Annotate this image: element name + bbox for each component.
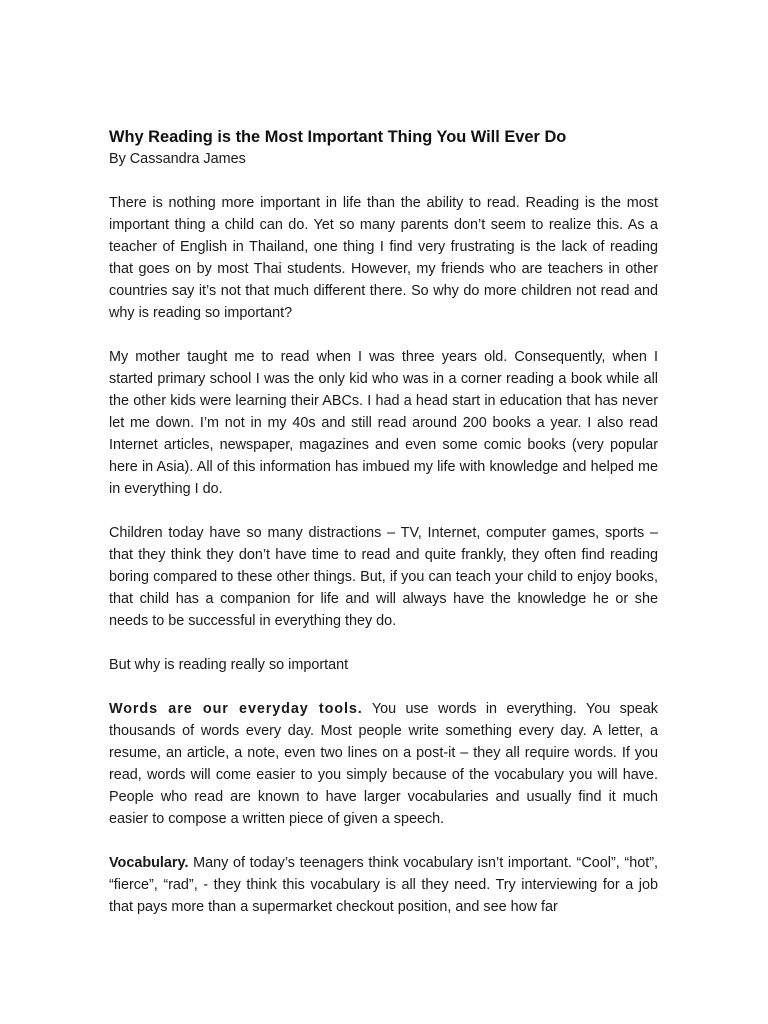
section-lead: Vocabulary.	[109, 855, 189, 871]
section-words	[109, 698, 658, 830]
section-body: Many of today’s teenagers think vocabulary isn’t important. “Cool”, “hot”, “fierce”, “rad”, - they think this vocabulary is all they need. Try interviewing for a job that pays more than a supermarket checkout position, and see how far	[109, 855, 658, 915]
section-lead: Words are our everyday tools.	[109, 701, 363, 717]
section-intro: But why is reading really so important	[109, 657, 349, 673]
section-body: You use words in everything. You speak thousands of words every day. Most people write something every day. A letter, a resume, an article, a note, even two lines on a post-it – they all require words. If you read, words will come easier to you simply because of the vocabulary you will have. People who read are known to have larger vocabularies and usually find it much easier to compose a written piece of given a speech.	[109, 701, 658, 827]
document-page	[109, 126, 658, 940]
paragraph: There is nothing more important in life than the ability to read. Reading is the most important thing a child can do. Yet so many parents don’t seem to realize this. As a teacher of English in Thailand, one thing I find very frustrating is the lack of reading that goes on by most Thai students. However, my friends who are teachers in other countries say it’s not that much different there. So why do more children not read and why is reading so important?	[109, 195, 658, 321]
author-byline: By Cassandra James	[109, 151, 246, 167]
paragraph: Children today have so many distractions – TV, Internet, computer games, sports – that they think they don’t have time to read and quite frankly, they often find reading boring compared to these other things. But, if you can teach your child to enjoy books, that child has a companion for life and will always have the knowledge he or she needs to be successful in everything they do.	[109, 525, 658, 629]
document-title: Why Reading is the Most Important Thing You Will Ever Do	[109, 128, 567, 146]
paragraph: My mother taught me to read when I was three years old. Consequently, when I started primary school I was the only kid who was in a corner reading a book while all the other kids were learning their ABCs. I had a head start in education that has never let me down. I’m not in my 40s and still read around 200 books a year. I also read Internet articles, newspaper, magazines and even some comic books (very popular here in Asia). All of this information has imbued my life with knowledge and helped me in everything I do.	[109, 349, 658, 497]
section-vocabulary	[109, 852, 658, 918]
